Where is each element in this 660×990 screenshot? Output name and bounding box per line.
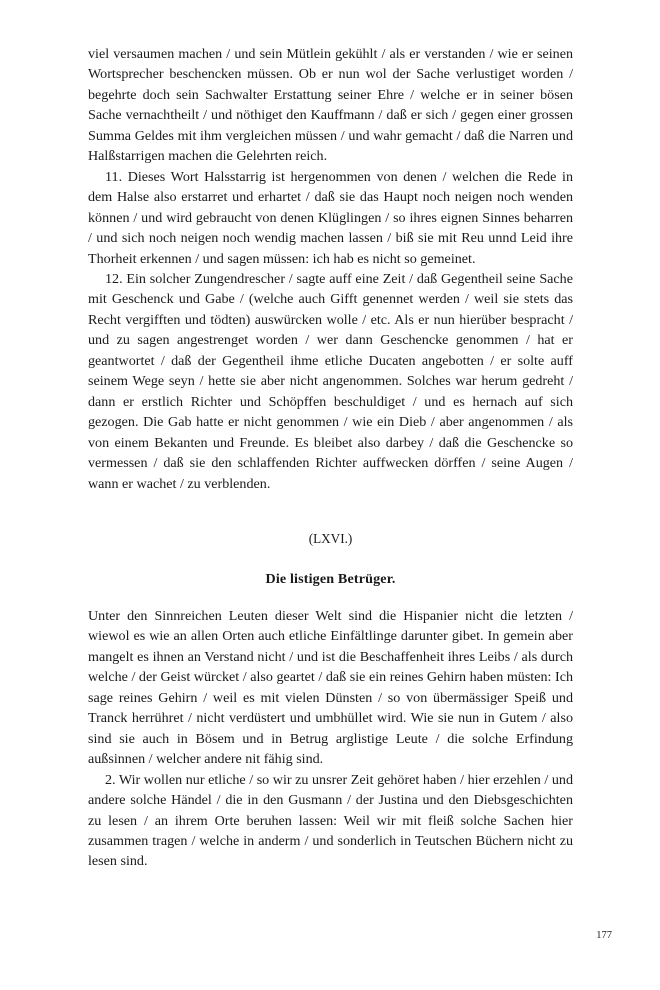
paragraph-11: 11. Dieses Wort Halsstarrig ist hergenommen von denen / welchen die Rede in dem Halse also erstarret und erhartet / daß sie das Haupt noch neigen noch wenden können / und wird gebraucht von denen Klüglingen / so ihres eignen Sinnes beharren / und sich noch neigen noch wendig machen lassen / biß sie mit Reu unnd Leid ihre Thorheit erkennen / und sagen müssen: ich hab es nicht so gemeinet. [88, 168, 573, 267]
page-number: 177 [596, 930, 612, 941]
paragraph-continued: viel versaumen machen / und sein Mütlein gekühlt / als er verstanden / wie er seinen Wortsprecher beschencken müssen. Ob er nun wol der Sache verlustiget worden / begehrte doch sein Sachwalter Erstattung seiner Ehre / welche er in seiner bösen Sache vernachtheilt / und nöthiget den Kauffmann / daß er sich / gegen einer grossen Summa Geldes mit ihm vergleichen müssen / und wahr gemacht / daß die Narren und Halßstarrigen machen die Gelehrten reich. [88, 46, 573, 165]
chapter-number: (LXVI.) [308, 530, 353, 546]
paragraph-chapter-1: Unter den Sinnreichen Leuten dieser Welt sind die Hispanier nicht die letzten / wiewol es wie an allen Orten auch etliche Einfältlinge darunter gibet. In gemein aber mangelt es ihnen an Verstand nicht / und ist die Beschaffenheit ihres Leibs / als durch welche / der Geist würcket / also geartet / daß sie ein reines Gehirn haben müsten: Ich sage reines Gehirn / weil es mit vielen Dünsten / so von übermässiger Speiß und Tranck herrühret / nicht verdüstert und umbhüllet wird. Wie sie nun in Gutem / also sind sie auch in Bösem und in Betrug arglistige Leute / die solche Erfindung außsinnen / welcher andere nit fähig sind. [88, 607, 573, 768]
paragraph-12: 12. Ein solcher Zungendrescher / sagte auff eine Zeit / daß Gegentheil seine Sache mit Geschenck und Gabe / (welche auch Gifft genennet werden / weil sie stets das Recht vergifften und tödten) auswürcken wolle / etc. Als er nun hierüber bespracht / und zu sagen angestrenget worden / wer dann Geschencke genommen / hat er geantwortet / daß der Gegentheil ihme etliche Ducaten angebotten / er solte auff seinem Wege seyn / hette sie aber nicht angenommen. Solches war herum gedreht / dann er erstlich Richter und Schöpffen beschuldiget / und es hernach auf sich gezogen. Die Gab hatte er nicht genommen / wie ein Dieb / aber angenommen / als von einem Bekanten und Freunde. Es bleibet also darbey / daß die Geschencke so vermessen / daß sie den schlaffenden Richter auffwecken dörffen / seine Augen / wann er wachet / zu verblenden. [88, 270, 573, 492]
paragraph-chapter-2: 2. Wir wollen nur etliche / so wir zu unsrer Zeit gehöret haben / hier erzehlen / und andere solche Händel / die in den Gusmann / der Justina und den Diebsgeschichten zu lesen / an ihrem Orte beruhen lassen: Weil wir mit fleiß solche Sachen hier zusammen tragen / welche in anderm / und sonderlich in Teutschen Büchern nicht zu lesen sind. [88, 771, 573, 870]
chapter-title: Die listigen Betrüger. [265, 570, 396, 587]
page-text-block [88, 44, 573, 872]
